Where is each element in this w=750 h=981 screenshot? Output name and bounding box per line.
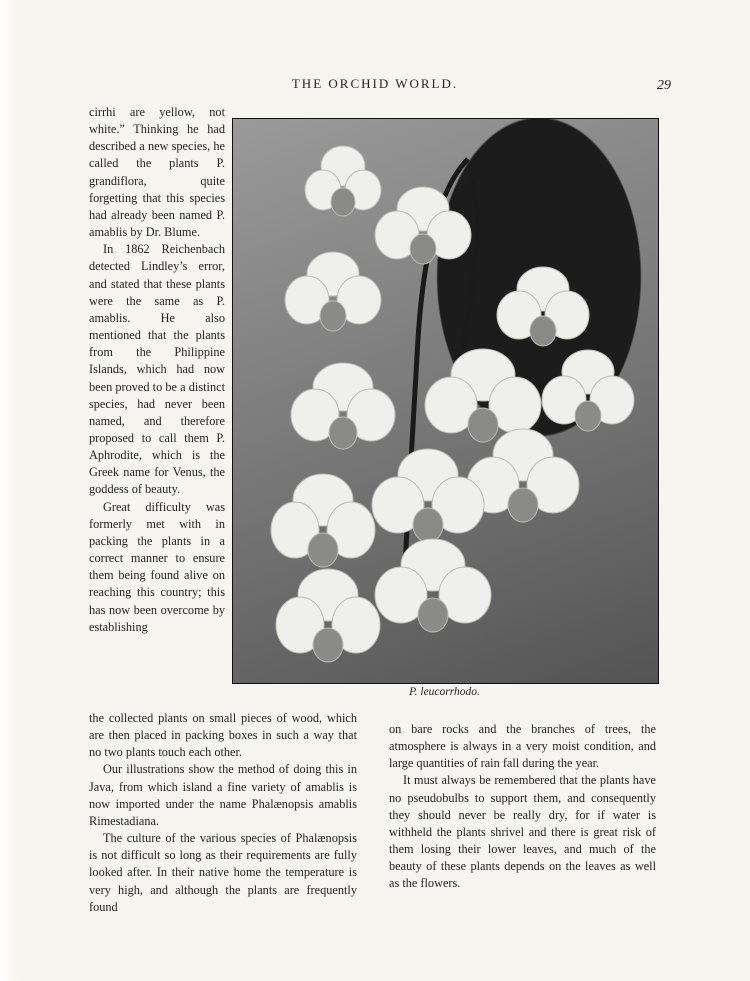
left-wide-text-column (89, 710, 357, 916)
paragraph: In 1862 Reichenbach detected Lindley’s error, and stated that these plants were the same as P. amablis. He also mentioned that the plants from the Philippine Islands, which had now been proved to be a distinct species, had never been named, and therefore proposed to call them P. Aphrodite, which is the Greek name for Venus, the goddess of beauty. (89, 242, 225, 497)
paragraph: cirrhi are yellow, not white.” Thinking he had described a new species, he called the plants P. grandiflora, quite forgetting that this species had already been named P. amablis by Dr. Blume. (89, 105, 225, 240)
narrow-text-column (89, 104, 225, 636)
paragraph: Our illustrations show the method of doing this in Java, from which island a fine variety of amablis is now imported under the name Phalænopsis amablis Rimestadiana. (89, 762, 357, 828)
figure-caption: P. leucorrhodo. (409, 686, 480, 698)
paragraph: the collected plants on small pieces of wood, which are then placed in packing boxes in such a way that no two plants touch each other. (89, 711, 357, 760)
page-number: 29 (657, 78, 671, 93)
right-text-column (389, 721, 656, 893)
scan-edge (0, 0, 30, 981)
paragraph: on bare rocks and the branches of trees, the atmosphere is always in a very moist condition, and large quantities of rain fall during the year. (389, 722, 656, 771)
paragraph: The culture of the various species of Phalænopsis is not difficult so long as their requirements are fully looked after. In their native home the temperature is very high, and although the plants are frequently found (89, 831, 357, 914)
paragraph: Great difficulty was formerly met with in packing the plants in a correct manner to ensure them being found alive on reaching this country; this has now been overcome by establishing (89, 499, 225, 634)
orchid-photograph (232, 118, 659, 684)
paragraph: It must always be remembered that the plants have no pseudobulbs to support them, and consequently they should never be really dry, for if water is withheld the plants shrivel and there is great risk of them losing their lower leaves, and much of the beauty of these plants depends on the leaves as well as the flowers. (389, 773, 656, 891)
running-header: THE ORCHID WORLD. (291, 76, 459, 91)
orchid-illustration (233, 119, 658, 683)
